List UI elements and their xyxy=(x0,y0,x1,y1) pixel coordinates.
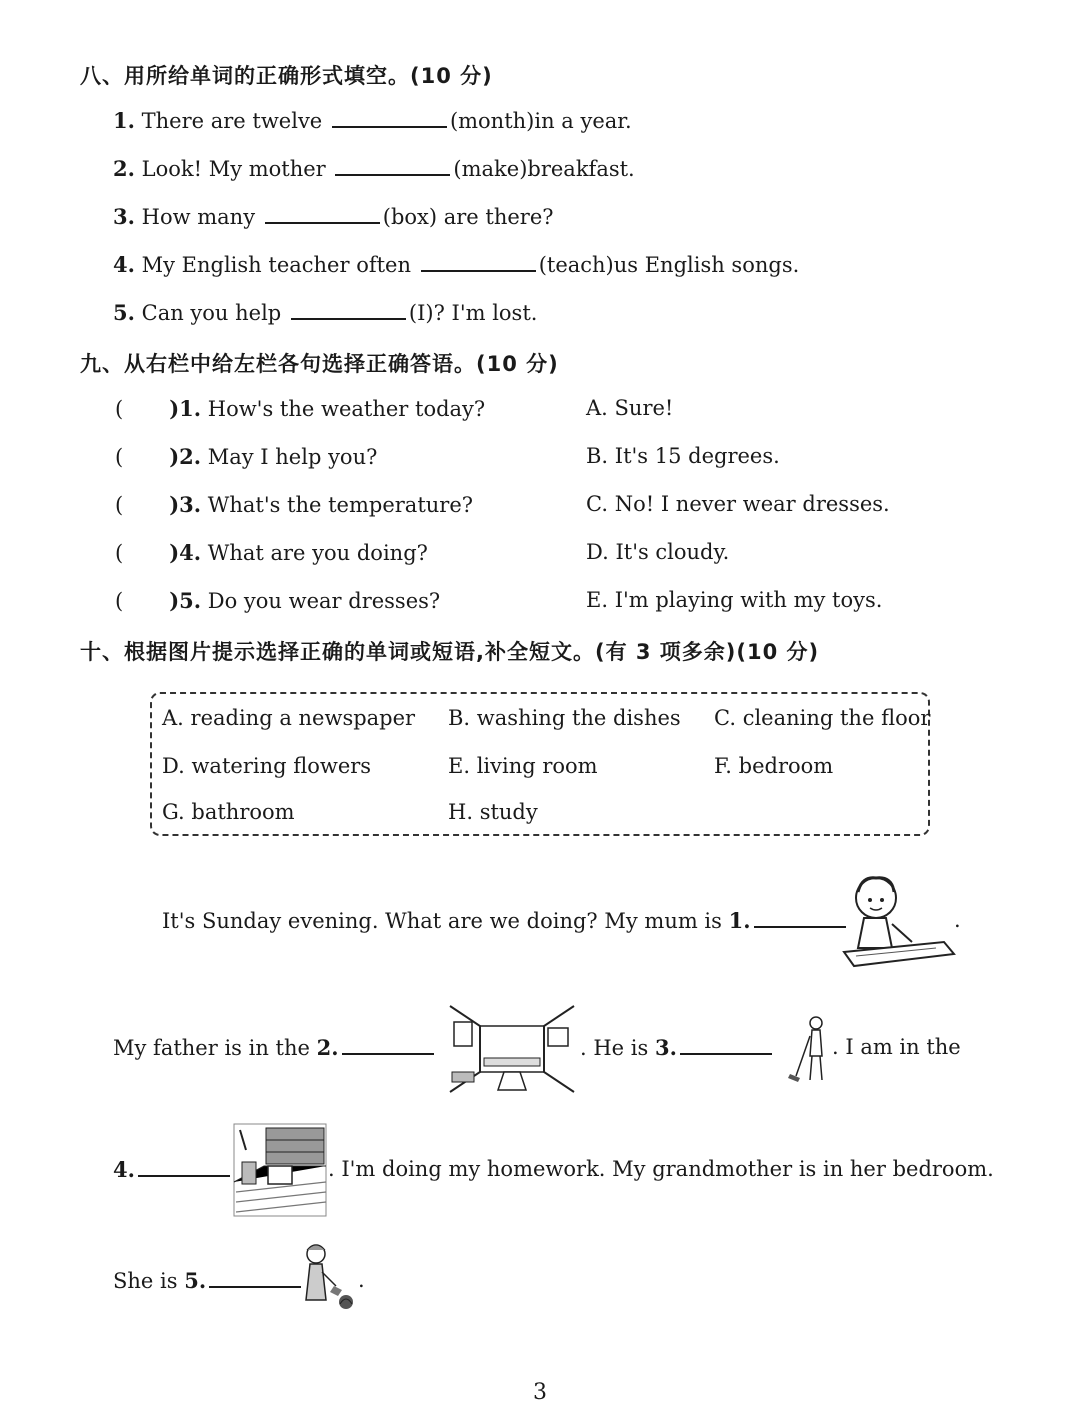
section8-heading: 八、用所给单词的正确形式填空。(10 分) xyxy=(80,64,493,88)
passage-line-3a xyxy=(113,1157,233,1182)
blank-number: 2. xyxy=(316,1035,339,1060)
word-option-h xyxy=(448,800,538,824)
option-letter: C. xyxy=(714,706,736,730)
passage-period: . xyxy=(358,1268,365,1292)
fill-item-5 xyxy=(113,300,537,325)
option-letter: G. xyxy=(162,800,185,824)
match-right-d xyxy=(586,540,729,564)
option-text: reading a newspaper xyxy=(190,706,416,730)
option-letter: E. xyxy=(448,754,471,778)
living-room-picture xyxy=(444,1002,580,1096)
match-right-a xyxy=(586,396,673,420)
passage-period: . xyxy=(954,908,961,932)
item-text-before: How many xyxy=(141,205,256,229)
question-text: How's the weather today? xyxy=(207,397,486,421)
match-right-c xyxy=(586,492,890,516)
question-text: What's the temperature? xyxy=(207,493,474,517)
item-number: )4. xyxy=(169,540,202,565)
option-letter: H. xyxy=(448,800,473,824)
word-option-a xyxy=(162,706,415,730)
item-text-before: My English teacher often xyxy=(141,253,411,277)
fill-item-3 xyxy=(113,204,554,229)
item-text-after: (box) are there? xyxy=(382,205,554,229)
answer-blank[interactable] xyxy=(138,1157,230,1177)
question-text: What are you doing? xyxy=(207,541,428,565)
word-option-f xyxy=(714,754,833,778)
answer-blank[interactable] xyxy=(265,204,380,224)
section9-heading: 九、从右栏中给左栏各句选择正确答语。(10 分) xyxy=(80,352,559,376)
match-left-5 xyxy=(115,588,440,613)
item-number: 5. xyxy=(113,300,135,325)
option-text: washing the dishes xyxy=(476,706,681,730)
passage-line-2a xyxy=(113,1035,437,1060)
blank-number: 4. xyxy=(113,1157,135,1182)
option-letter: E. xyxy=(586,588,609,612)
open-paren[interactable]: ( xyxy=(115,541,124,565)
option-text: No! I never wear dresses. xyxy=(614,492,890,516)
match-right-b xyxy=(586,444,780,468)
passage-text: She is xyxy=(113,1269,178,1293)
match-left-2 xyxy=(115,444,377,469)
answer-blank[interactable] xyxy=(291,300,406,320)
option-letter: B. xyxy=(448,706,471,730)
item-number: 1. xyxy=(113,108,135,133)
word-option-c xyxy=(714,706,930,730)
answer-blank[interactable] xyxy=(754,908,846,928)
option-letter: A. xyxy=(586,396,608,420)
page-number: 3 xyxy=(533,1380,547,1405)
man-sweeping-picture xyxy=(786,1014,832,1084)
mum-cleaning-floor-picture xyxy=(836,872,956,972)
answer-blank[interactable] xyxy=(335,156,450,176)
blank-number: 1. xyxy=(728,908,751,933)
item-number: 3. xyxy=(113,204,135,229)
item-number: )2. xyxy=(169,444,202,469)
item-number: 2. xyxy=(113,156,135,181)
question-text: Do you wear dresses? xyxy=(207,589,441,613)
option-letter: C. xyxy=(586,492,608,516)
answer-blank[interactable] xyxy=(421,252,536,272)
question-text: May I help you? xyxy=(207,445,378,469)
option-text: It's 15 degrees. xyxy=(614,444,780,468)
option-text: I'm playing with my toys. xyxy=(614,588,883,612)
option-letter: F. xyxy=(714,754,732,778)
fill-item-2 xyxy=(113,156,635,181)
passage-text: . I'm doing my homework. My grandmother is in her bedroom. xyxy=(328,1157,994,1181)
option-text: study xyxy=(479,800,538,824)
item-text-before: There are twelve xyxy=(141,109,323,133)
fill-item-4 xyxy=(113,252,799,277)
item-number: )1. xyxy=(169,396,202,421)
open-paren[interactable]: ( xyxy=(115,493,124,517)
grandmother-watering-picture xyxy=(298,1242,360,1314)
item-text-after: (month)in a year. xyxy=(449,109,632,133)
open-paren[interactable]: ( xyxy=(115,589,124,613)
open-paren[interactable]: ( xyxy=(115,397,124,421)
item-number: )5. xyxy=(169,588,202,613)
match-left-4 xyxy=(115,540,428,565)
option-text: Sure! xyxy=(614,396,674,420)
item-text-after: (make)breakfast. xyxy=(453,157,635,181)
open-paren[interactable]: ( xyxy=(115,445,124,469)
blank-number: 5. xyxy=(184,1268,207,1293)
answer-blank[interactable] xyxy=(342,1035,434,1055)
answer-blank[interactable] xyxy=(332,108,447,128)
item-text-after: (I)? I'm lost. xyxy=(408,301,538,325)
item-number: 4. xyxy=(113,252,135,277)
option-letter: B. xyxy=(586,444,609,468)
option-text: cleaning the floor xyxy=(742,706,931,730)
answer-blank[interactable] xyxy=(680,1035,772,1055)
study-room-picture xyxy=(232,1122,328,1218)
item-text-before: Can you help xyxy=(141,301,282,325)
word-option-g xyxy=(162,800,295,824)
item-text-after: (teach)us English songs. xyxy=(538,253,800,277)
blank-number: 3. xyxy=(654,1035,677,1060)
option-text: living room xyxy=(476,754,598,778)
answer-blank[interactable] xyxy=(209,1268,301,1288)
option-text: bedroom xyxy=(738,754,834,778)
option-letter: D. xyxy=(162,754,185,778)
option-letter: D. xyxy=(586,540,609,564)
passage-line-2b xyxy=(580,1035,775,1060)
passage-line-1 xyxy=(162,908,849,933)
section10-heading: 十、根据图片提示选择正确的单词或短语,补全短文。(有 3 项多余)(10 分) xyxy=(80,640,820,664)
passage-text: My father is in the xyxy=(113,1036,310,1060)
passage-text: It's Sunday evening. What are we doing? My mum is xyxy=(162,909,722,933)
passage-line-2c xyxy=(832,1035,961,1059)
fill-item-1 xyxy=(113,108,632,133)
item-text-before: Look! My mother xyxy=(141,157,326,181)
match-left-1 xyxy=(115,396,485,421)
match-right-e xyxy=(586,588,882,612)
passage-line-3b xyxy=(328,1157,994,1181)
passage-text: . He is xyxy=(580,1036,649,1060)
option-text: bathroom xyxy=(191,800,295,824)
passage-line-4 xyxy=(113,1268,304,1293)
word-option-e xyxy=(448,754,598,778)
option-text: watering flowers xyxy=(191,754,372,778)
word-option-d xyxy=(162,754,371,778)
option-letter: A. xyxy=(162,706,184,730)
word-bank-box xyxy=(150,692,930,836)
word-option-b xyxy=(448,706,681,730)
passage-text: . I am in the xyxy=(832,1035,961,1059)
item-number: )3. xyxy=(169,492,202,517)
match-left-3 xyxy=(115,492,473,517)
option-text: It's cloudy. xyxy=(615,540,730,564)
